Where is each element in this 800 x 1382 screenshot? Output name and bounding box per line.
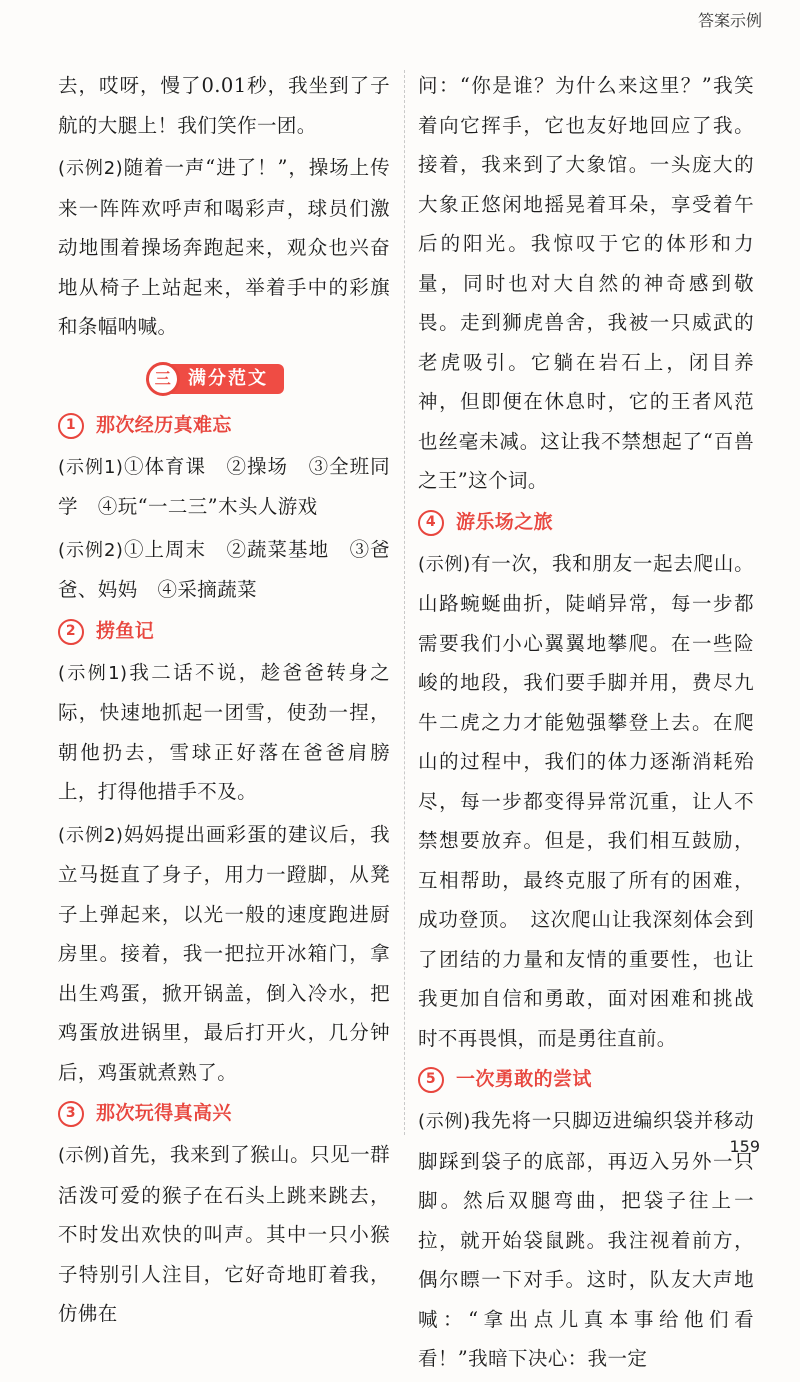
topic-heading [58, 1095, 390, 1133]
example-paragraph [58, 530, 390, 610]
example-label: (示例1) [58, 662, 128, 684]
left-column [58, 66, 390, 1337]
continued-paragraph: 问：“你是谁？为什么来这里？”我笑着向它挥手，它也友好地回应了我。接着，我来到了大象馆。一头庞大的大象正悠闲地摇晃着耳朵，享受着午后的阳光。我惊叹于它的体形和力量，同时也对大自然的神奇感到敬畏。走到狮虎兽舍，我被一只威武的老虎吸引。它躺在岩石上，闭目养神，但即便在休息时，它的王者风范也丝毫未减。这让我不禁想起了“百兽之王”这个词。 [418, 74, 754, 492]
example-label: (示例2) [58, 824, 124, 846]
column-divider [404, 70, 405, 1135]
example-paragraph [58, 653, 390, 812]
example-paragraph [58, 447, 390, 527]
topic-heading [418, 1061, 754, 1099]
topic-title: 那次玩得真高兴 [96, 1102, 232, 1125]
example-text: ①体育课 ②操场 ③全班同学 ④玩“一二三”木头人游戏 [58, 454, 391, 518]
example-label: (示例) [418, 1111, 471, 1132]
example-label: (示例2) [58, 539, 124, 561]
example-label: (示例) [418, 553, 471, 575]
example-paragraph [58, 815, 390, 1093]
example-text: 有一次，我和朋友一起去爬山。山路蜿蜒曲折，陡峭异常，每一步都需要我们小心翼翼地攀爬。在一些险峻的地段，我们要手脚并用，费尽九牛二虎之力才能勉强攀登上去。在爬山的过程中，我们的体力逐渐消耗殆尽，每一步都变得异常沉重，让人不禁想要放弃。但是，我们相互鼓励，互相帮助，最终克服了所有的困难，成功登顶。 这次爬山让我深刻体会到了团结的力量和友情的重要性，也让我更加自信和勇敢，面对困难和挑战时不再畏惧，而是勇往直前。 [418, 551, 754, 1050]
section-banner [146, 361, 390, 397]
topic-title: 那次经历真难忘 [96, 413, 232, 436]
example-label: (示例1) [58, 456, 124, 478]
example-paragraph [418, 1101, 754, 1379]
topic-heading [58, 613, 390, 651]
example-label: (示例2) [58, 158, 124, 179]
topic-number-icon: 4 [418, 510, 444, 536]
example-text: 妈妈提出画彩蛋的建议后，我立马挺直了身子，用力一蹬脚，从凳子上弹起来，以光一般的速度跑进厨房里。接着，我一把拉开冰箱门，拿出生鸡蛋，掀开锅盖，倒入冷水，把鸡蛋放进锅里，最后打开火，几分钟后，鸡蛋就煮熟了。 [58, 822, 391, 1084]
topic-number-icon: 1 [58, 413, 84, 439]
topic-title: 捞鱼记 [96, 619, 155, 642]
example-text: ①上周末 ②蔬菜基地 ③爸爸、妈妈 ④采摘蔬菜 [58, 537, 391, 601]
topic-heading [58, 407, 390, 445]
section-title: 满分范文 [168, 364, 284, 394]
page-number: 159 [729, 1137, 760, 1156]
topic-title: 一次勇敢的尝试 [456, 1068, 592, 1091]
example-paragraph [418, 544, 754, 1059]
right-column [418, 66, 754, 1382]
section-number-badge: 三 [146, 362, 180, 396]
topic-title: 游乐场之旅 [456, 510, 554, 533]
example-label: (示例) [58, 1145, 110, 1166]
intro-paragraph: 去，哎呀，慢了0.01秒，我坐到了子航的大腿上！我们笑作一团。 [58, 74, 390, 137]
topic-number-icon: 2 [58, 619, 84, 645]
topic-heading [418, 504, 754, 542]
example-text: 我二话不说，趁爸爸转身之际，快速地抓起一团雪，使劲一捏，朝他扔去，雪球正好落在爸爸肩膀上，打得他措手不及。 [58, 660, 390, 803]
example-paragraph [58, 1135, 390, 1334]
topic-number-icon: 5 [418, 1067, 444, 1093]
section-header-label: 答案示例 [697, 11, 762, 30]
topic-number-icon: 3 [58, 1101, 84, 1127]
example-paragraph [58, 148, 390, 347]
example-text: 首先，我来到了猴山。只见一群活泼可爱的猴子在石头上跳来跳去，不时发出欢快的叫声。其中一只小猴子特别引人注目，它好奇地盯着我，仿佛在 [58, 1143, 390, 1325]
example-text: 随着一声“进了！”，操场上传来一阵阵欢呼声和喝彩声，球员们激动地围着操场奔跑起来，观众也兴奋地从椅子上站起来，举着手中的彩旗和条幅呐喊。 [58, 156, 390, 338]
example-text: 我先将一只脚迈进编织袋并移动脚踩到袋子的底部，再迈入另外一只脚。然后双腿弯曲，把袋子往上一拉，就开始袋鼠跳。我注视着前方，偶尔瞟一下对手。这时，队友大声地喊：“拿出点儿真本事给他们看看！”我暗下决心：我一定 [418, 1109, 754, 1370]
